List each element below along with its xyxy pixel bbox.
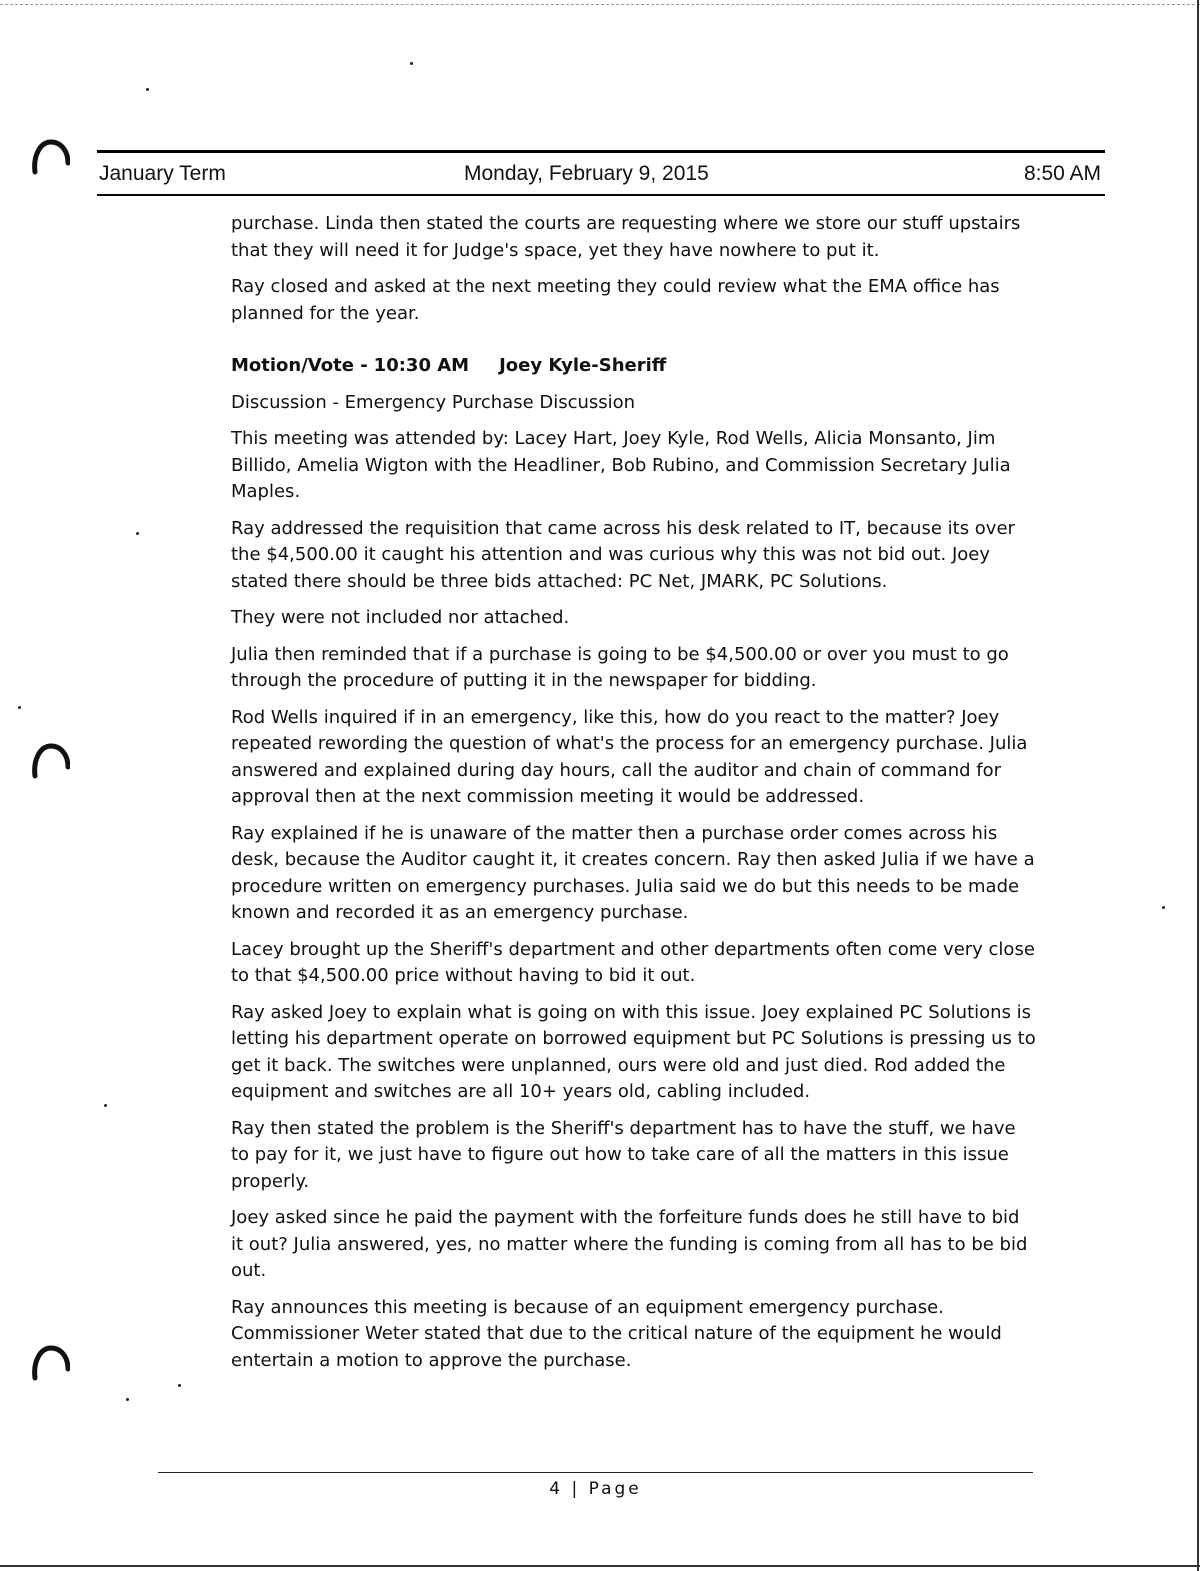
paragraph: Ray explained if he is unaware of the matter then a purchase order comes across his desk, because the Auditor caught it, it creates concern. Ray then asked Julia if we have a procedure written on emergency purchases. Julia said we do but this needs to be made known and recorded it as an emergency purchase.	[231, 822, 1035, 923]
page-footer	[158, 1472, 1033, 1499]
page-edge-right	[1197, 0, 1199, 1571]
page-edge-bottom	[0, 1565, 1200, 1567]
paragraph: Ray closed and asked at the next meeting they could review what the EMA office has planned for the year.	[231, 276, 1000, 324]
paragraph: Lacey brought up the Sheriff's department and other departments often come very close to that $4,500.00 price without having to bid it out.	[231, 938, 1035, 986]
scan-speck	[178, 1384, 181, 1387]
paragraph: Julia then reminded that if a purchase is going to be $4,500.00 or over you must to go through the procedure of putting it in the newspaper for bidding.	[231, 643, 1009, 691]
page-number: 4	[549, 1479, 564, 1499]
scan-speck	[136, 532, 139, 535]
page-label: | Page	[571, 1479, 642, 1499]
scan-speck	[104, 1104, 107, 1107]
page-header	[97, 150, 1105, 196]
motion-section	[231, 353, 1036, 506]
paragraph: Ray addressed the requisition that came across his desk related to IT, because its over the $4,500.00 it caught his attention and was curious why this was not bid out. Joey stated there should be three bids attached: PC Net, JMARK, PC Solutions.	[231, 517, 1015, 592]
paragraph: They were not included nor attached.	[231, 607, 570, 628]
scan-speck	[1162, 906, 1165, 909]
paragraph: Ray announces this meeting is because of an equipment emergency purchase. Commissioner Weter stated that due to the critical nature of the equipment he would entertain a motion to approve the purchase.	[231, 1296, 1002, 1371]
punch-hole-icon	[30, 740, 70, 780]
minutes-body	[231, 211, 1036, 1384]
punch-hole-icon	[30, 1342, 70, 1382]
motion-label: Motion/Vote -	[231, 355, 368, 376]
meeting-date: Monday, February 9, 2015	[464, 162, 709, 185]
scan-speck	[18, 706, 21, 709]
scan-speck	[410, 62, 413, 65]
paragraph: Rod Wells inquired if in an emergency, like this, how do you react to the matter? Joey repeated rewording the question of what's the process for an emergency purchase. Julia answered and explained during day hours, call the auditor and chain of command for approval then at the next commission meeting it would be addressed.	[231, 706, 1028, 807]
motion-heading	[231, 353, 1036, 380]
meeting-time: 8:50 AM	[1023, 162, 1101, 185]
motion-time: 10:30 AM	[373, 355, 470, 376]
discussion-line: Discussion - Emergency Purchase Discussion	[231, 391, 636, 413]
paragraph: Joey asked since he paid the payment with the forfeiture funds does he still have to bid it out? Julia answered, yes, no matter where the funding is coming from all has to be bid out.	[231, 1207, 1028, 1281]
punch-hole-icon	[30, 136, 70, 176]
paragraph: Ray then stated the problem is the Sheriff's department has to have the stuff, we have to pay for it, we just have to figure out how to take care of all the matters in this issue properly.	[231, 1117, 1016, 1192]
page-edge-top	[0, 4, 1200, 5]
term-label: January Term	[99, 162, 226, 185]
motion-person: Joey Kyle-Sheriff	[499, 355, 667, 376]
paragraph: purchase. Linda then stated the courts are requesting where we store our stuff upstairs that they will need it for Judge's space, yet they have nowhere to put it.	[231, 213, 1021, 261]
attendance-paragraph: This meeting was attended by: Lacey Hart, Joey Kyle, Rod Wells, Alicia Monsanto, Jim Billido, Amelia Wigton with the Headliner, Bob Rubino, and Commission Secretary Julia Maples.	[231, 428, 1011, 502]
scan-speck	[126, 1398, 129, 1401]
paragraph: Ray asked Joey to explain what is going on with this issue. Joey explained PC Solutions is letting his department operate on borrowed equipment but PC Solutions is pressing us to get it back. The switches were unplanned, ours were old and just died. Rod added the equipment and switches are all 10+ years old, cabling included.	[231, 1001, 1036, 1102]
scan-speck	[146, 88, 149, 91]
page-number-line	[158, 1479, 1033, 1499]
